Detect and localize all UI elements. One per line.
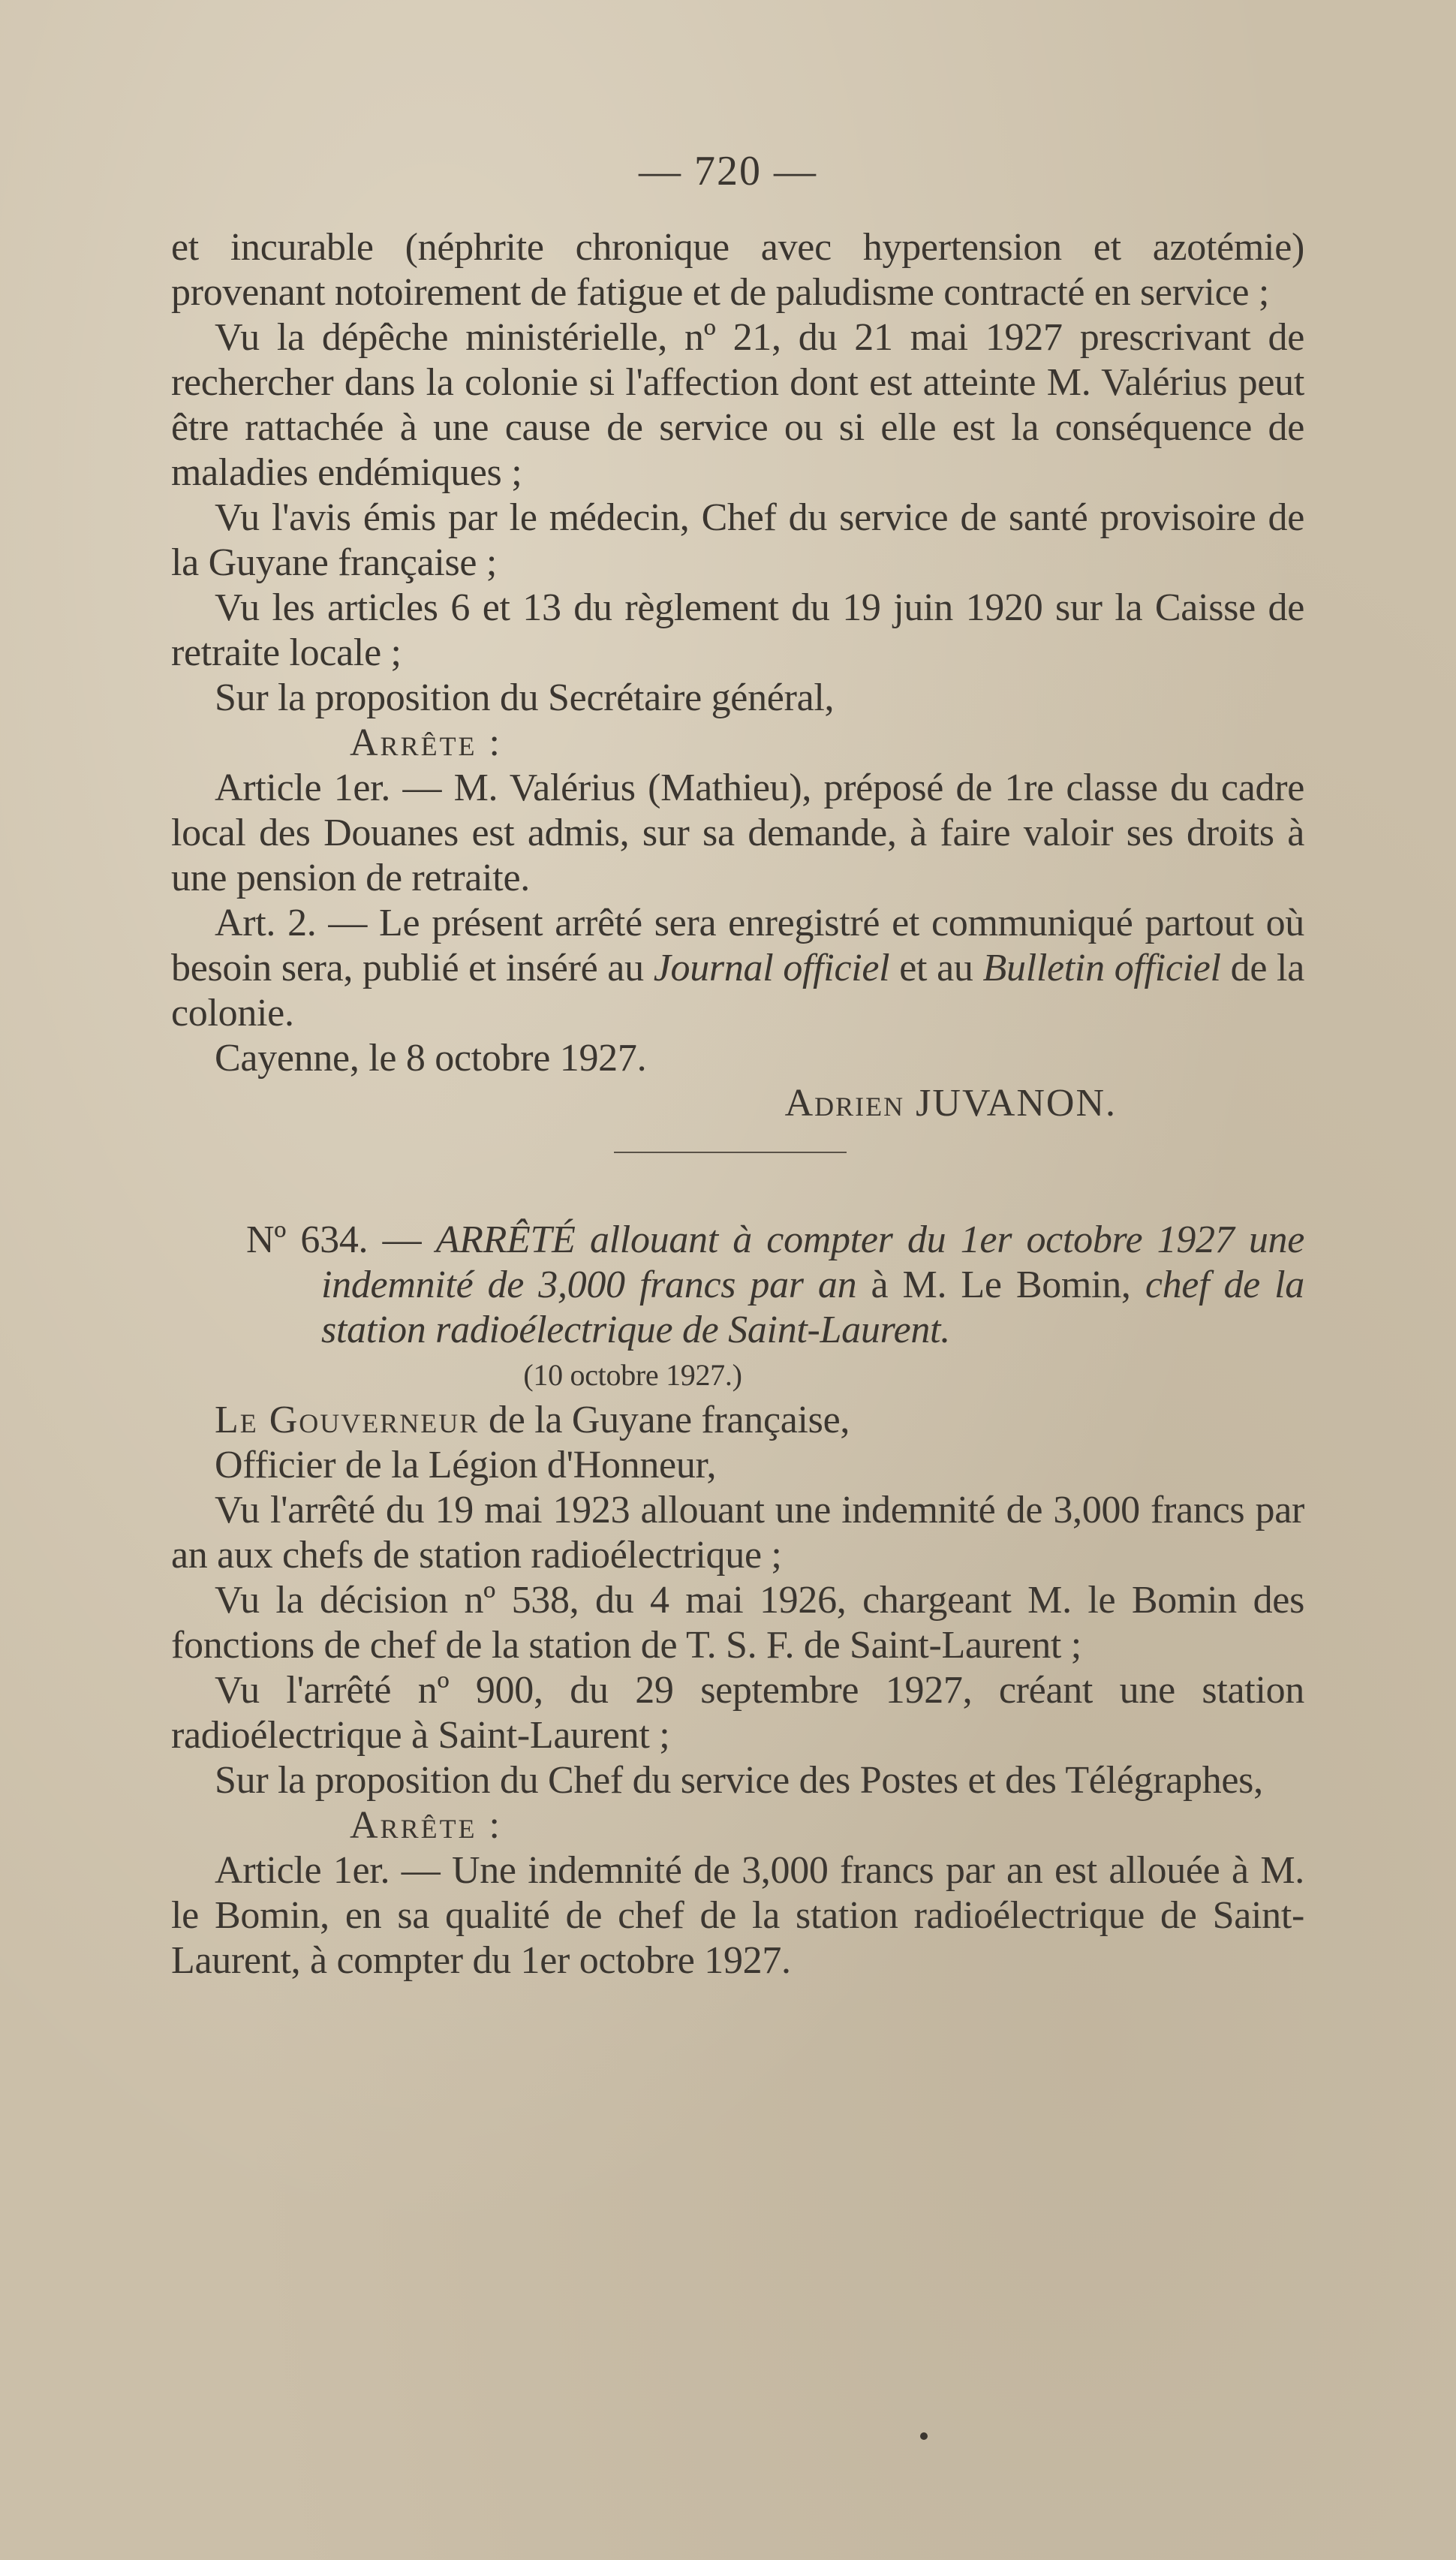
article-1-indemnite: Article 1er. — Une indemnité de 3,000 francs par an est allouée à M. le Bomin, en sa qualité de chef de la station radioélectrique de Saint-Laurent, à compter du 1er octobre 1927. (171, 1849, 1304, 1982)
journal-officiel-ref: Journal officiel (653, 947, 890, 989)
gouverneur-title: Le Gouverneur (215, 1399, 480, 1441)
paragraph-vu-arrete-900: Vu l'arrêté nº 900, du 29 septembre 1927, créant une station radioélectrique à Saint-Laurent ; (171, 1669, 1304, 1757)
ink-speck (920, 2432, 928, 2440)
article-2-middle: et au (889, 947, 983, 989)
arrete-heading-2: Arrête : (350, 1804, 502, 1847)
document-body (171, 225, 1304, 1983)
signature: Adrien JUVANON. (784, 1082, 1117, 1125)
separator-rule (171, 1126, 1304, 1171)
decree-date: (10 octobre 1927.) (523, 1358, 742, 1392)
paragraph-vu-decision: Vu la décision nº 538, du 4 mai 1926, chargeant M. le Bomin des fonctions de chef de la station de T. S. F. de Saint-Laurent ; (171, 1579, 1304, 1667)
bulletin-officiel-ref: Bulletin officiel (982, 947, 1221, 989)
paragraph-sur-proposition: Sur la proposition du Secrétaire général, (215, 676, 835, 719)
page-number: — 720 — (639, 148, 817, 194)
decree-number: Nº 634. — (246, 1218, 436, 1261)
arrete-heading: Arrête : (350, 721, 502, 764)
paragraph-sur-proposition-postes: Sur la proposition du Chef du service des Postes et des Télégraphes, (215, 1759, 1263, 1802)
article-2-prefix: Art. 2. — Le présent arrêté sera enregistré et communiqué partout où besoin sera, publié et inséré au (171, 902, 1304, 989)
place-date: Cayenne, le 8 octobre 1927. (215, 1037, 647, 1080)
decree-title-italic: ARRÊTÉ allouant à compter du 1er octobre 1927 une indemnité de 3,000 francs par an (321, 1218, 1304, 1306)
decree-title (246, 1218, 1304, 1353)
article-1: Article 1er. — M. Valérius (Mathieu), préposé de 1re classe du cadre local des Douanes est admis, sur sa demande, à faire valoir ses droits à une pension de retraite. (171, 766, 1304, 899)
article-2 (171, 901, 1304, 1036)
paragraph-vu-depeche: Vu la dépêche ministérielle, nº 21, du 21 mai 1927 prescrivant de rechercher dans la colonie si l'affection dont est atteinte M. Valérius peut être rattachée à une cause de service ou si elle est la conséquence de maladies endémiques ; (171, 316, 1304, 494)
paragraph-officier: Officier de la Légion d'Honneur, (215, 1444, 717, 1486)
decree-title-middle: à M. Le Bomin, (856, 1263, 1145, 1306)
article-2-suffix: de la colonie. (171, 947, 1304, 1035)
paragraph-vu-avis: Vu l'avis émis par le médecin, Chef du service de santé provisoire de la Guyane française ; (171, 496, 1304, 584)
paragraph-vu-arrete-1923: Vu l'arrêté du 19 mai 1923 allouant une indemnité de 3,000 francs par an aux chefs de station radioélectrique ; (171, 1489, 1304, 1577)
paragraph-continuation: et incurable (néphrite chronique avec hypertension et azotémie) provenant notoirement de fatigue et de paludisme contracté en service ; (171, 226, 1304, 314)
gouverneur-suffix: de la Guyane française, (479, 1399, 850, 1441)
paragraph-vu-articles: Vu les articles 6 et 13 du règlement du 19 juin 1920 sur la Caisse de retraite locale ; (171, 586, 1304, 674)
gouverneur-line (171, 1398, 1304, 1443)
decree-title-italic-end: chef de la station radioélectrique de Saint-Laurent. (321, 1263, 1304, 1351)
